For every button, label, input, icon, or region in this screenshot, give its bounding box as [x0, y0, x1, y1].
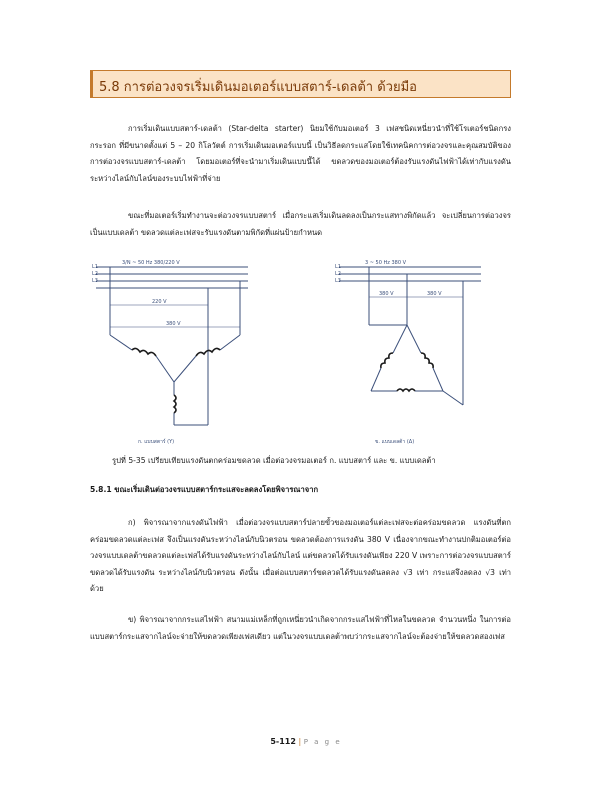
page-number: 5-112	[270, 737, 296, 746]
page-word: P a g e	[303, 738, 342, 746]
footer-separator: |	[298, 737, 302, 746]
page-footer	[0, 737, 612, 746]
star-line-voltage: 380 V	[166, 321, 181, 327]
delta-phase-l3: L3	[335, 278, 341, 284]
section-heading: 5.8 การต่อวงจรเริ่มเดินมอเตอร์แบบสตาร์-เดลต้า ด้วยมือ	[99, 80, 417, 95]
star-phase-l2: L2	[92, 271, 98, 277]
figure-caption: รูปที่ 5-35 เปรียบเทียบแรงดันตกคร่อมขดลวด เมื่อต่อวงจรมอเตอร์ ก. แบบสตาร์ และ ข. แบบเดลต้า	[112, 456, 436, 465]
point-b-block	[90, 612, 511, 645]
star-diagram	[92, 255, 252, 445]
star-phase-l3: L3	[92, 278, 98, 284]
delta-phase-l2: L2	[335, 271, 341, 277]
delta-phase-l1: L1	[335, 264, 341, 270]
star-phase-voltage: 220 V	[152, 299, 167, 305]
paragraph-2: ขณะที่มอเตอร์เริ่มทำงานจะต่อวงจรแบบสตาร์ เมื่อกระแสเริ่มเดินลดลงเป็นกระแสทางพิกัดแล้ว จะเปลี่ยนการต่อวงจรเป็นแบบเดลต้า ขดลวดแต่ละเฟสจะรับแรงดันตามพิกัดที่แผ่นป้ายกำหนด	[90, 211, 511, 237]
point-b: ข) พิจารณาจากกระแสไฟฟ้า สนามแม่เหล็กที่ถูกเหนี่ยวนำเกิดจากกระแสไฟฟ้าที่ไหลในขดลวด จำนวนหนึ่ง ในการต่อแบบสตาร์กระแสจากไลน์จะจ่ายให้ขดลวดเพียงเฟสเดียว แต่ในวงจรแบบเดลต้าพบว่ากระแสจากไลน์จะต้องจ่ายให้ขดลวดสองเฟส	[90, 615, 511, 641]
star-sub-caption: ก. แบบสตาร์ (Y)	[138, 439, 175, 445]
delta-line-voltage-a: 380 V	[379, 291, 394, 297]
section-heading-box	[90, 70, 511, 98]
subsection-heading: 5.8.1 ขณะเริ่มเดินต่อวงจรแบบสตาร์กระแสจะลดลงโดยพิจารณาจาก	[90, 485, 319, 494]
point-a: ก) พิจารณาจากแรงดันไฟฟ้า เมื่อต่อวงจรแบบสตาร์ปลายขั้วของมอเตอร์แต่ละเฟสจะต่อคร่อมขดลวด แรงดันที่ตกคร่อมขดลวดแต่ละเฟส จึงเป็นแรงดันระหว่างไลน์กับนิวตรอน ขดลวดต้องการแรงดัน 380 V เนื่องจากขณะทำงานปกติมอเตอร์ต่อวงจรแบบเดลต้าขดลวดแต่ละเฟสได้รับแรงดันระหว่างไลน์กับไลน์ แต่ขดลวดได้รับแรงดันเพียง 220 V เพราะการต่อวงจรแบบสตาร์ขดลวดได้รับแรงดัน ระหว่างไลน์กับนิวตรอน ดังนั้น เมื่อต่อแบบสตาร์ขดลวดได้รับแรงดันลดลง √3 เท่า กระแสจึงลดลง √3 เท่าด้วย	[90, 518, 511, 593]
second-paragraph	[90, 208, 511, 241]
star-connection-figure	[92, 255, 252, 445]
star-line-label: 3/N ~ 50 Hz 380/220 V	[122, 260, 180, 266]
point-a-block	[90, 515, 511, 598]
delta-line-voltage-b: 380 V	[427, 291, 442, 297]
star-phase-l1: L1	[92, 264, 98, 270]
delta-diagram	[335, 255, 485, 445]
delta-connection-figure	[335, 255, 485, 445]
delta-sub-caption: ข. แบบเดลต้า (Δ)	[375, 439, 415, 445]
paragraph-1: การเริ่มเดินแบบสตาร์-เดลต้า (Star-delta starter) นิยมใช้กับมอเตอร์ 3 เฟสชนิดเหนี่ยวนำที่ใช้โรเตอร์ชนิดกรงกระรอก ที่มีขนาดตั้งแต่ 5 – 20 กิโลวัตต์ การเริ่มเดินมอเตอร์แบบนี้ เป็นวิธีลดกระแสโดยใช้เทคนิคการต่อวงจรและคุณสมบัติของการต่อวงจรแบบสตาร์-เดลต้า โดยมอเตอร์ที่จะนำมาเริ่มเดินแบบนี้ได้ ขดลวดของมอเตอร์ต้องรับแรงดันไฟฟ้าได้เท่ากับแรงดันระหว่างไลน์กับไลน์ของระบบไฟฟ้าที่จ่าย	[90, 124, 511, 183]
intro-paragraph	[90, 121, 511, 187]
delta-line-label: 3 ~ 50 Hz 380 V	[365, 260, 407, 266]
